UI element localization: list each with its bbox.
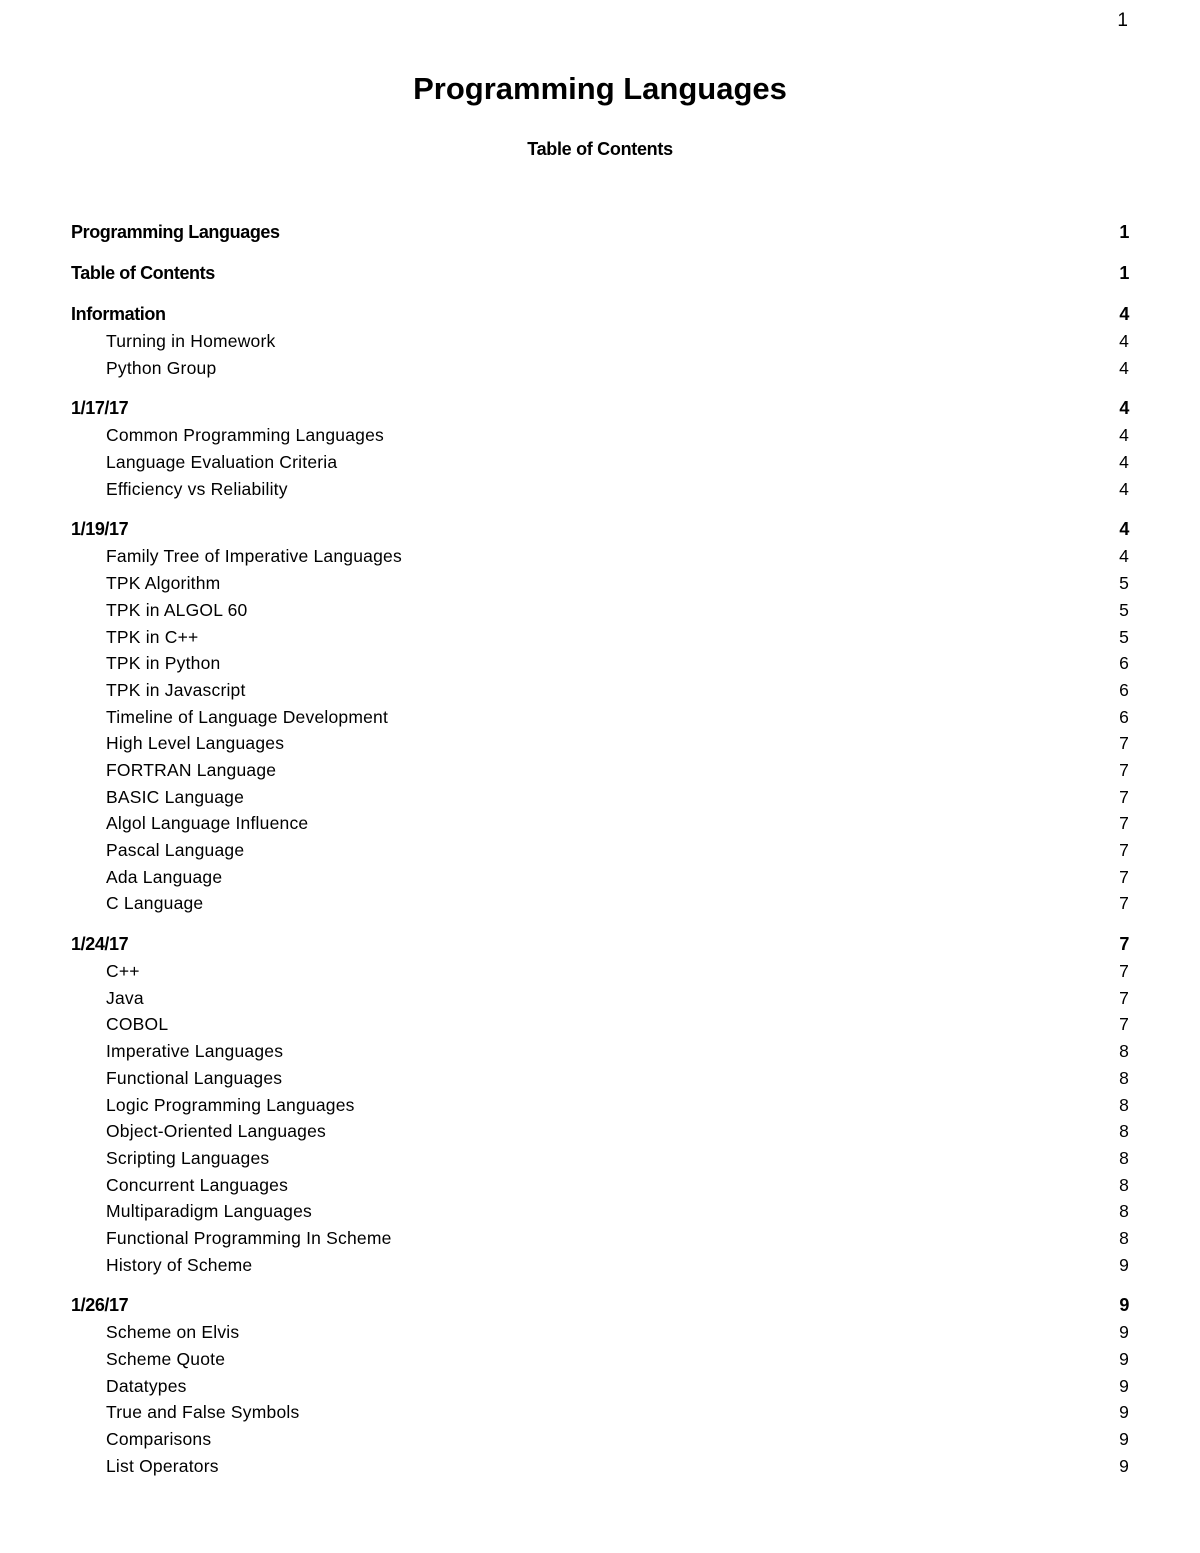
toc-entry[interactable]: [71, 260, 1130, 287]
toc-entry-label: Table of Contents: [71, 263, 215, 283]
toc-entry-page: 7: [1119, 934, 1129, 955]
toc-section: [71, 301, 1130, 381]
toc-subentry-page: 8: [1119, 1174, 1129, 1195]
toc-subentry-page: 7: [1119, 961, 1129, 982]
toc-subentry[interactable]: [71, 1399, 1130, 1426]
toc-subentry[interactable]: [71, 543, 1130, 570]
toc-subentry-page: 9: [1119, 1254, 1129, 1275]
toc-subentry[interactable]: [71, 1426, 1130, 1453]
toc-subentry-page: 8: [1119, 1201, 1129, 1222]
toc-subentry[interactable]: [71, 1319, 1130, 1346]
toc-subentry-label: Scheme Quote: [106, 1349, 226, 1369]
toc-subentry-page: 7: [1119, 733, 1129, 754]
toc-subentry-page: 4: [1119, 452, 1129, 473]
toc-subentry[interactable]: [71, 677, 1130, 704]
toc-entry-label: 1/17/17: [71, 398, 129, 419]
toc-subentry[interactable]: [71, 757, 1130, 784]
toc-subentry-label: Scheme on Elvis: [106, 1322, 240, 1343]
toc-subentry[interactable]: [71, 328, 1130, 355]
toc-subentry-label: Functional Programming In Scheme: [106, 1227, 392, 1248]
toc-subentry-label: Family Tree of Imperative Languages: [106, 546, 402, 567]
toc-subentry[interactable]: [71, 355, 1130, 382]
toc-subentry-page: 9: [1119, 1375, 1129, 1396]
toc-subentry-label: History of Scheme: [106, 1254, 253, 1275]
toc-subentry-label: List Operators: [106, 1455, 219, 1476]
toc-subentry[interactable]: [71, 958, 1130, 985]
toc-subentry-label: True and False Symbols: [106, 1402, 300, 1423]
toc-entry-page: 4: [1119, 304, 1129, 324]
toc-subentry[interactable]: [71, 1145, 1130, 1172]
toc-entry-label: Information: [71, 304, 166, 324]
toc-subentry-label: Comparisons: [106, 1429, 212, 1450]
toc-subentry-label: Functional Languages: [106, 1067, 283, 1088]
toc-subentry[interactable]: [71, 570, 1130, 597]
toc-subentry[interactable]: [71, 476, 1130, 503]
toc-subentry-page: 7: [1119, 759, 1129, 780]
toc-subentry-label: COBOL: [106, 1014, 169, 1035]
toc-subentry[interactable]: [71, 730, 1130, 757]
toc-subentry-page: 7: [1119, 840, 1129, 860]
toc-subentry-page: 9: [1119, 1429, 1129, 1450]
toc-subentry-page: 9: [1119, 1322, 1129, 1343]
toc-subentry[interactable]: [71, 784, 1130, 811]
toc-subentry-page: 8: [1119, 1094, 1129, 1115]
toc-subentry-label: TPK Algorithm: [106, 573, 221, 594]
toc-subentry[interactable]: [71, 1092, 1130, 1119]
toc-entry[interactable]: [71, 301, 1130, 328]
toc-subentry-label: FORTRAN Language: [106, 759, 277, 780]
toc-subentry[interactable]: [71, 650, 1130, 677]
toc-entry-label: 1/19/17: [71, 519, 129, 540]
toc-subentry[interactable]: [71, 810, 1130, 837]
toc-subentry[interactable]: [71, 1453, 1130, 1480]
toc-subentry-label: Timeline of Language Development: [106, 706, 389, 727]
toc-subentry-label: Multiparadigm Languages: [106, 1201, 312, 1222]
toc-entry[interactable]: [71, 395, 1130, 422]
toc-subentry-label: Efficiency vs Reliability: [106, 478, 288, 499]
toc-subentry-page: 8: [1119, 1227, 1129, 1248]
toc-subentry[interactable]: [71, 1198, 1130, 1225]
toc-entry-label: 1/26/17: [71, 1295, 129, 1316]
toc-subentry-page: 7: [1119, 1014, 1129, 1035]
toc-entry[interactable]: [71, 931, 1130, 958]
toc-entry-label: Programming Languages: [71, 222, 280, 242]
toc-section: [71, 931, 1130, 1278]
toc-subentry[interactable]: [71, 837, 1130, 864]
toc-subentry[interactable]: [71, 449, 1130, 476]
toc-subentry-label: Language Evaluation Criteria: [106, 452, 338, 473]
toc-subentry-label: High Level Languages: [106, 733, 285, 754]
toc-subentry-label: TPK in Python: [106, 653, 221, 674]
toc-subentry[interactable]: [71, 1373, 1130, 1400]
toc-entry-page: 4: [1119, 519, 1129, 540]
toc-section: [71, 260, 1130, 287]
toc-section: [71, 1292, 1130, 1479]
toc-subentry-label: Datatypes: [106, 1375, 187, 1396]
toc-subentry-page: 7: [1119, 786, 1129, 807]
toc-entry-page: 1: [1119, 263, 1129, 283]
toc-subentry[interactable]: [71, 422, 1130, 449]
toc-subentry-page: 6: [1119, 653, 1129, 674]
toc-subentry-page: 5: [1119, 626, 1129, 647]
toc-subentry-label: Turning in Homework: [106, 331, 276, 351]
table-of-contents: [71, 219, 1130, 1493]
toc-subentry-page: 8: [1119, 1121, 1129, 1142]
toc-subentry[interactable]: [71, 890, 1130, 917]
toc-subentry[interactable]: [71, 624, 1130, 651]
toc-subentry[interactable]: [71, 1172, 1130, 1199]
toc-subentry-label: C Language: [106, 893, 204, 914]
toc-subentry-page: 7: [1119, 893, 1129, 914]
toc-subentry-page: 4: [1119, 331, 1129, 351]
toc-subentry-label: TPK in C++: [106, 626, 199, 647]
toc-subentry-label: Pascal Language: [106, 840, 245, 860]
toc-subentry-label: TPK in ALGOL 60: [106, 599, 248, 620]
toc-subentry-label: Common Programming Languages: [106, 425, 384, 446]
toc-subentry-page: 7: [1119, 813, 1129, 834]
toc-subentry-page: 5: [1119, 599, 1129, 620]
toc-subentry[interactable]: [71, 864, 1130, 891]
toc-subentry[interactable]: [71, 704, 1130, 731]
toc-subentry-page: 8: [1119, 1041, 1129, 1062]
toc-entry[interactable]: [71, 219, 1130, 246]
toc-entry-page: 1: [1119, 222, 1129, 242]
toc-subentry-page: 4: [1119, 478, 1129, 499]
toc-subentry-page: 9: [1119, 1402, 1129, 1423]
toc-subentry-page: 7: [1119, 866, 1129, 887]
toc-subentry[interactable]: [71, 1252, 1130, 1279]
toc-subentry-page: 4: [1119, 425, 1129, 446]
toc-subentry[interactable]: [71, 1346, 1130, 1373]
toc-section: [71, 395, 1130, 502]
toc-subentry-page: 7: [1119, 987, 1129, 1008]
toc-entry-label: 1/24/17: [71, 934, 129, 955]
toc-subentry-label: Logic Programming Languages: [106, 1094, 355, 1115]
toc-entry[interactable]: [71, 516, 1130, 543]
toc-subentry-label: Scripting Languages: [106, 1147, 270, 1168]
toc-subentry-label: TPK in Javascript: [106, 679, 246, 700]
toc-subentry-page: 8: [1119, 1067, 1129, 1088]
toc-subentry[interactable]: [71, 985, 1130, 1012]
toc-subentry-page: 9: [1119, 1349, 1129, 1369]
toc-section: [71, 219, 1130, 246]
toc-subentry[interactable]: [71, 1118, 1130, 1145]
toc-subentry[interactable]: [71, 1038, 1130, 1065]
toc-subentry-page: 5: [1119, 573, 1129, 594]
toc-subentry[interactable]: [71, 1011, 1130, 1038]
toc-entry[interactable]: [71, 1292, 1130, 1319]
document-title: Programming Languages: [413, 71, 787, 106]
toc-subentry-page: 4: [1119, 357, 1129, 378]
toc-subentry-label: Java: [106, 987, 144, 1008]
toc-subentry-label: Ada Language: [106, 866, 223, 887]
toc-subentry-label: BASIC Language: [106, 786, 245, 807]
toc-subentry-label: Algol Language Influence: [106, 813, 309, 834]
toc-subentry-page: 6: [1119, 706, 1129, 727]
toc-subentry-page: 4: [1119, 546, 1129, 567]
toc-subentry-label: C++: [106, 961, 140, 982]
page-number: 1: [1117, 10, 1128, 31]
toc-subentry-label: Python Group: [106, 357, 217, 378]
toc-subentry-label: Object-Oriented Languages: [106, 1121, 326, 1142]
toc-heading: Table of Contents: [527, 139, 673, 159]
toc-entry-page: 9: [1119, 1295, 1129, 1316]
toc-entry-page: 4: [1119, 398, 1129, 419]
toc-subentry-label: Imperative Languages: [106, 1041, 284, 1062]
toc-subentry[interactable]: [71, 1225, 1130, 1252]
toc-subentry[interactable]: [71, 597, 1130, 624]
toc-subentry-page: 8: [1119, 1147, 1129, 1168]
toc-subentry-page: 9: [1119, 1455, 1129, 1476]
toc-subentry[interactable]: [71, 1065, 1130, 1092]
toc-section: [71, 516, 1130, 917]
toc-subentry-page: 6: [1119, 679, 1129, 700]
toc-subentry-label: Concurrent Languages: [106, 1174, 289, 1195]
